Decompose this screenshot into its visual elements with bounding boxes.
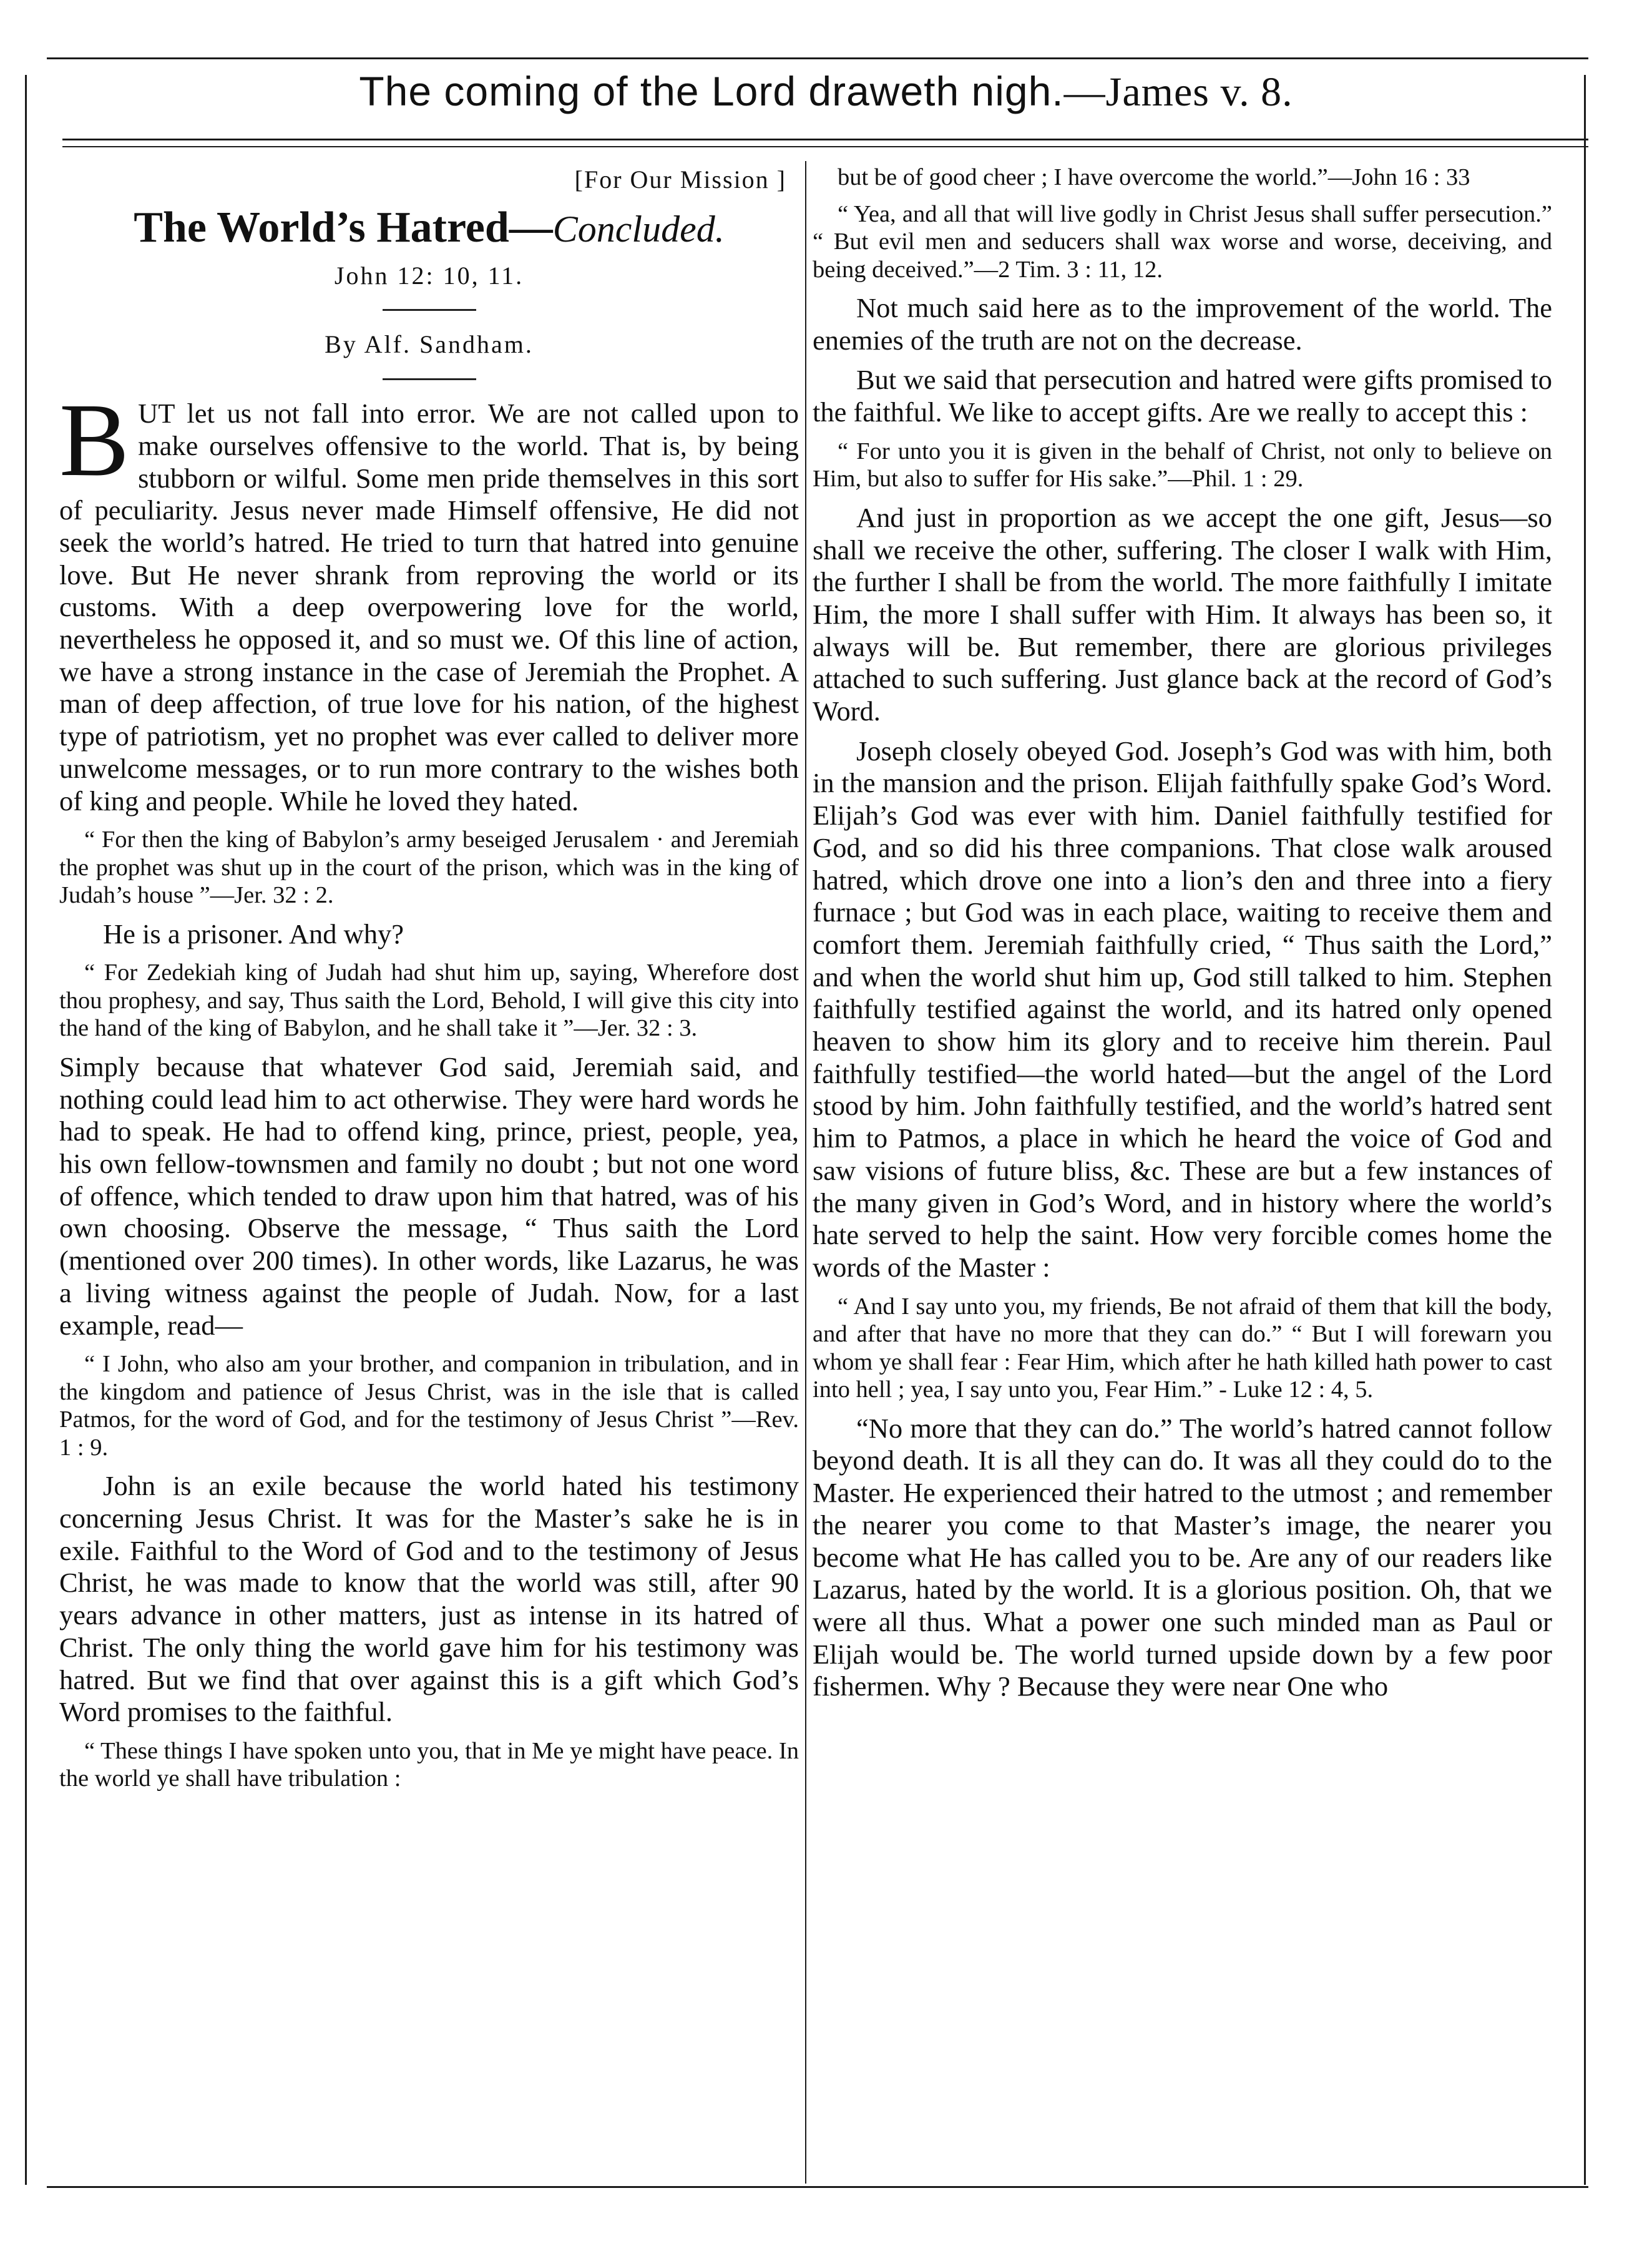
article-title-suffix: Concluded. [552, 208, 725, 250]
left-border [25, 75, 27, 2185]
article-tag: [For Our Mission ] [574, 165, 786, 194]
scripture-quote: “ And I say unto you, my friends, Be not afraid of them that kill the body, and after that have no more that they can do.” “ But I will forewarn you whom ye shall fear : Fear Him, which after he hath killed hath power to cast into hell ; yea, I say unto you, Fear Him.” - Luke 12 : 4, 5. [813, 1293, 1552, 1403]
article-title-main: The World’s Hatred— [134, 203, 553, 252]
right-column [813, 164, 1552, 1703]
paragraph: Simply because that whatever God said, Jeremiah said, and nothing could lead him to act otherwise. They were hard words he had to speak. He had to offend king, prince, priest, people, yea, his own fellow-townsmen and family no doubt ; but not one word of offence, which tended to draw upon him that hatred, was of his own choosing. Observe the message, “ Thus saith the Lord (mentioned over 200 times). In other words, like Lazarus, he was a living witness against the people of Judah. Now, for a last example, read— [59, 1051, 799, 1341]
masthead-text: The coming of the Lord draweth nigh. [359, 68, 1064, 114]
paragraph: But we said that persecution and hatred were gifts promised to the faithful. We like to accept gifts. Are we really to accept this : [813, 364, 1552, 428]
right-border [1584, 75, 1586, 2185]
article-title [59, 201, 799, 256]
paragraph-text: UT let us not fall into error. We are not called upon to make ourselves offensive to the world. That is, by being stubborn or wilful. Some men pride themselves in this sort of peculiarity. Jesus never made Himself offensive, He did not seek the world’s hatred. He tried to turn that hatred into genuine love. But He never shrank from reproving the world or its customs. With a deep overpowering love for the world, nevertheless he opposed it, and so must we. Of this line of action, we have a strong instance in the case of Jeremiah the Prophet. A man of deep affection, of true love for his nation, of the highest type of patriotism, yet no prophet was ever called to deliver more unwelcome messages, or to run more contrary to the wishes both of king and people. While he loved they hated. [59, 398, 799, 817]
scripture-quote: “ These things I have spoken unto you, that in Me ye might have peace. In the world ye shall have tribulation : [59, 1737, 799, 1792]
scripture-quote: “ For Zedekiah king of Judah had shut him up, saying, Wherefore dost thou prophesy, and say, Thus saith the Lord, Behold, I will give this city into the hand of the king of Babylon, and he shall take it ”—Jer. 32 : 3. [59, 959, 799, 1042]
masthead-reference: —James v. 8. [1063, 69, 1293, 115]
masthead [0, 67, 1652, 116]
scripture-quote: “ For then the king of Babylon’s army beseiged Jerusalem · and Jeremiah the prophet was shut up in the court of the prison, which was in the king of Judah’s house ”—Jer. 32 : 2. [59, 826, 799, 909]
short-rule-1 [383, 309, 476, 311]
paragraph: Joseph closely obeyed God. Joseph’s God was with him, both in the mansion and the prison. Elijah faithfully spake God’s Word. Elijah’s God was ever with him. Daniel faithfully testified for God, and so did his three companions. That close walk aroused hatred, which drove one into a lion’s den and three into a fiery furnace ; but God was in each place, waiting to receive them and comfort them. Jeremiah faithfully cried, “ Thus saith the Lord,” and when the world shut him up, God still talked to him. Stephen faithfully testified against the world, and its hatred only opened heaven to show him its glory and to receive him therein. Paul faithfully testified—the world hated—but the angel of the Lord stood by him. John faithfully testified, and the world’s hatred sent him to Patmos, a place in which he heard the voice of God and saw visions of future bliss, &c. These are but a few instances of the many given in God’s Word, and in history where the world’s hate served to help the saint. How very forcible comes home the words of the Master : [813, 735, 1552, 1283]
masthead-rule-lower [62, 146, 1588, 147]
scripture-quote: “ For unto you it is given in the behalf of Christ, not only to believe on Him, but also to suffer for His sake.”—Phil. 1 : 29. [813, 438, 1552, 493]
paragraph: Not much said here as to the improvement of the world. The enemies of the truth are not on the decrease. [813, 292, 1552, 356]
scripture-quote: “ I John, who also am your brother, and companion in tribulation, and in the kingdom and patience of Jesus Christ, was in the isle that is called Patmos, for the word of God, and for the testimony of Jesus Christ ”—Rev. 1 : 9. [59, 1351, 799, 1461]
article-scripture: John 12: 10, 11. [334, 261, 524, 290]
column-divider [805, 161, 806, 2184]
short-rule-2 [383, 378, 476, 380]
paragraph: “No more that they can do.” The world’s hatred cannot follow beyond death. It is all they can do. It was all they could do to the Master. He experienced their hatred to the utmost ; and remember the nearer you come to that Master’s image, the nearer you become what He has called you to be. Are any of our readers like Lazarus, hated by the world. It is a glorious position. Oh, that we were all thus. What a power one such minded man as Paul or Elijah would be. The world turned upside down by a few poor fishermen. Why ? Because they were near One who [813, 1412, 1552, 1702]
masthead-rule-upper [62, 139, 1588, 140]
scripture-quote: “ Yea, and all that will live godly in Christ Jesus shall suffer persecution.” “ But evil men and seducers shall wax worse and worse, deceiving, and being deceived.”—2 Tim. 3 : 11, 12. [813, 200, 1552, 283]
top-rule [47, 57, 1588, 59]
paragraph: And just in proportion as we accept the one gift, Jesus—so shall we receive the other, suffering. The closer I walk with Him, the further I shall be from the world. The more faithfully I imitate Him, the more I shall suffer with Him. It always has been so, it always will be. But remember, there are glorious privileges attached to such suffering. Just glance back at the record of God’s Word. [813, 501, 1552, 727]
drop-cap: B [59, 382, 130, 499]
bottom-rule [47, 2186, 1588, 2188]
paragraph: John is an exile because the world hated his testimony concerning Jesus Christ. It was for the Master’s sake he is in exile. Faithful to the Word of God and to the testimony of Jesus Christ, he was made to know that the world was still, after 90 years advance in other matters, just as intense in its hatred of Christ. The only thing the world gave him for his testimony was hatred. But we find that over against this is a gift which God’s Word promises to the faithful. [59, 1470, 799, 1728]
scripture-quote: but be of good cheer ; I have overcome the world.”—John 16 : 33 [838, 164, 1470, 190]
paragraph [59, 382, 799, 817]
article-byline: By Alf. Sandham. [325, 330, 534, 359]
paragraph: He is a prisoner. And why? [103, 918, 404, 949]
left-column [59, 164, 799, 1802]
